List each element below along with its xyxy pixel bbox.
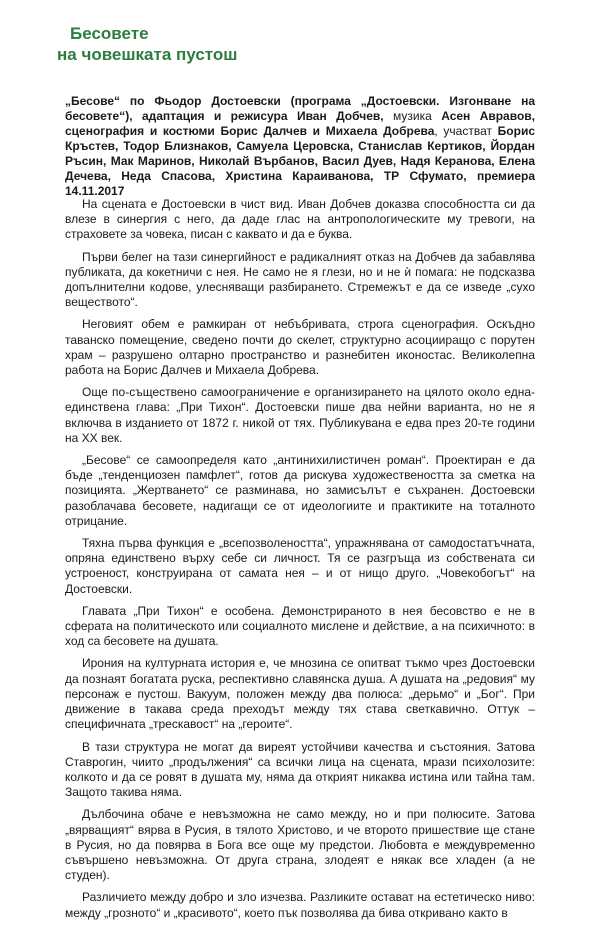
title-line-1: Бесовете	[70, 24, 149, 43]
paragraph: Първи белег на тази синергийност е радикалният отказ на Добчев да забавлява публиката, да кокетничи с нея. Не само не я глези, но и не ѝ помага: не подсказва допълнителни кодове, улесняващи разбирането. Стремежът е да се изведе „сухо веществото“.	[65, 249, 535, 310]
credits-part-1: „Бесове“ по Фьодор Достоевски (програма „Достоевски. Изгонване на бесовете“), адаптация и режисура Иван Добчев,	[65, 94, 535, 123]
paragraph: Различието между добро и зло изчезва. Разликите остават на естетическо ниво: между „грозното“ и „красивото“, което пък позволява да бива откривано както в	[65, 890, 535, 920]
credits-part-2: Асен Авравов, сценография и костюми Борис Далчев и Михаела Добрева	[65, 109, 535, 138]
paragraph: Още по-съществено самоограничение е организирането на цялото около една-единствена глава: „При Тихон“. Достоевски пише два нейни варианта, но не я включва в изданието от 1872 г. никой от тях. Публикувана е едва през 20-те години на XX век.	[65, 385, 535, 445]
paragraph: В тази структура не могат да виреят устойчиви качества и състояния. Затова Ставрогин, чиито „продължения“ са всички лица на сцената, мрази психолозите: колкото и да се ровят в душата му, няма да открият никаква истина или тайна там. Защото такива няма.	[65, 739, 535, 800]
paragraph: „Бесове“ се самоопределя като „антинихилистичен роман“. Проектиран е да бъде „тенденциозен памфлет“, готов да рискува художествеността за сметка на позицията. „Жертването“ се разминава, но замисълът е съхранен. Достоевски разоблачава бесовете, надигащи се от идеологиите и практиките на тоталното отрицание.	[65, 453, 535, 528]
article-body	[65, 197, 535, 928]
paragraph: Тяхна първа функция е „всепозволеността“, упражнявана от самодостатъчната, опряна единствено върху себе си личност. Тя се разгръща из собствената си устроеност, конструирана от самата нея – и от нищо друго. „Човекобогът“ на Достоевски.	[65, 536, 535, 596]
production-credits	[65, 94, 535, 199]
paragraph: На сцената е Достоевски в чист вид. Иван Добчев доказва способността си да влезе в синергия с него, да даде глас на антропологическите му тревоги, на страховете за човека, писан с каквато и да е буква.	[65, 197, 535, 242]
credits-cast-label: , участват	[434, 124, 498, 138]
title-line-2: на човешката пустош	[57, 45, 238, 64]
article-title	[57, 23, 237, 65]
paragraph: Ирония на културната история е, че мнозина се опитват тъкмо чрез Достоевски да познаят богатата руска, респективно славянска душа. А душата на „редовия“ му персонаж е пустош. Вакуум, положен между два полюса: „дерьмо“ и „Бог“. При движение в такава среда преходът между тях става светкавично. Оттук – специфичната „трескавост“ на „героите“.	[65, 656, 535, 732]
credits-music-label: музика	[383, 109, 442, 123]
paragraph: Главата „При Тихон“ е особена. Демонстрираното в нея бесовство е не в сферата на политическото или социалното мислене и действие, а на психичното: в ход са бесовете на душата.	[65, 603, 535, 649]
paragraph: Дълбочина обаче е невъзможна не само между, но и при полюсите. Затова „вярващият“ вярва в Русия, в тялото Христово, и че второто пришествие ще стане в Русия, но да повярва в Бога все още му предстои. Любовта е междувременно съвършено невъзможна. От друга страна, злодеят е някак все хладен (а не студен).	[65, 807, 535, 883]
paragraph: Неговият обем е рамкиран от небъбривата, строга сценография. Оскъдно таванско помещение, сведено почти до скелет, структурно асоцииращо с порутен храм – разрушено олтарно пространство и разнебитен иконостас. Великолепна работа на Борис Далчев и Михаела Добрева.	[65, 317, 535, 378]
credits-part-3: Борис Кръстев, Тодор Близнаков, Самуела Церовска, Станислав Кертиков, Йордан Ръсин, Мак Маринов, Николай Върбанов, Васил Дуев, Надя Керанова, Елена Дечева, Неда Спасова, Христина Караиванова, ТР Сфумато, премиера 14.11.2017	[65, 124, 535, 198]
